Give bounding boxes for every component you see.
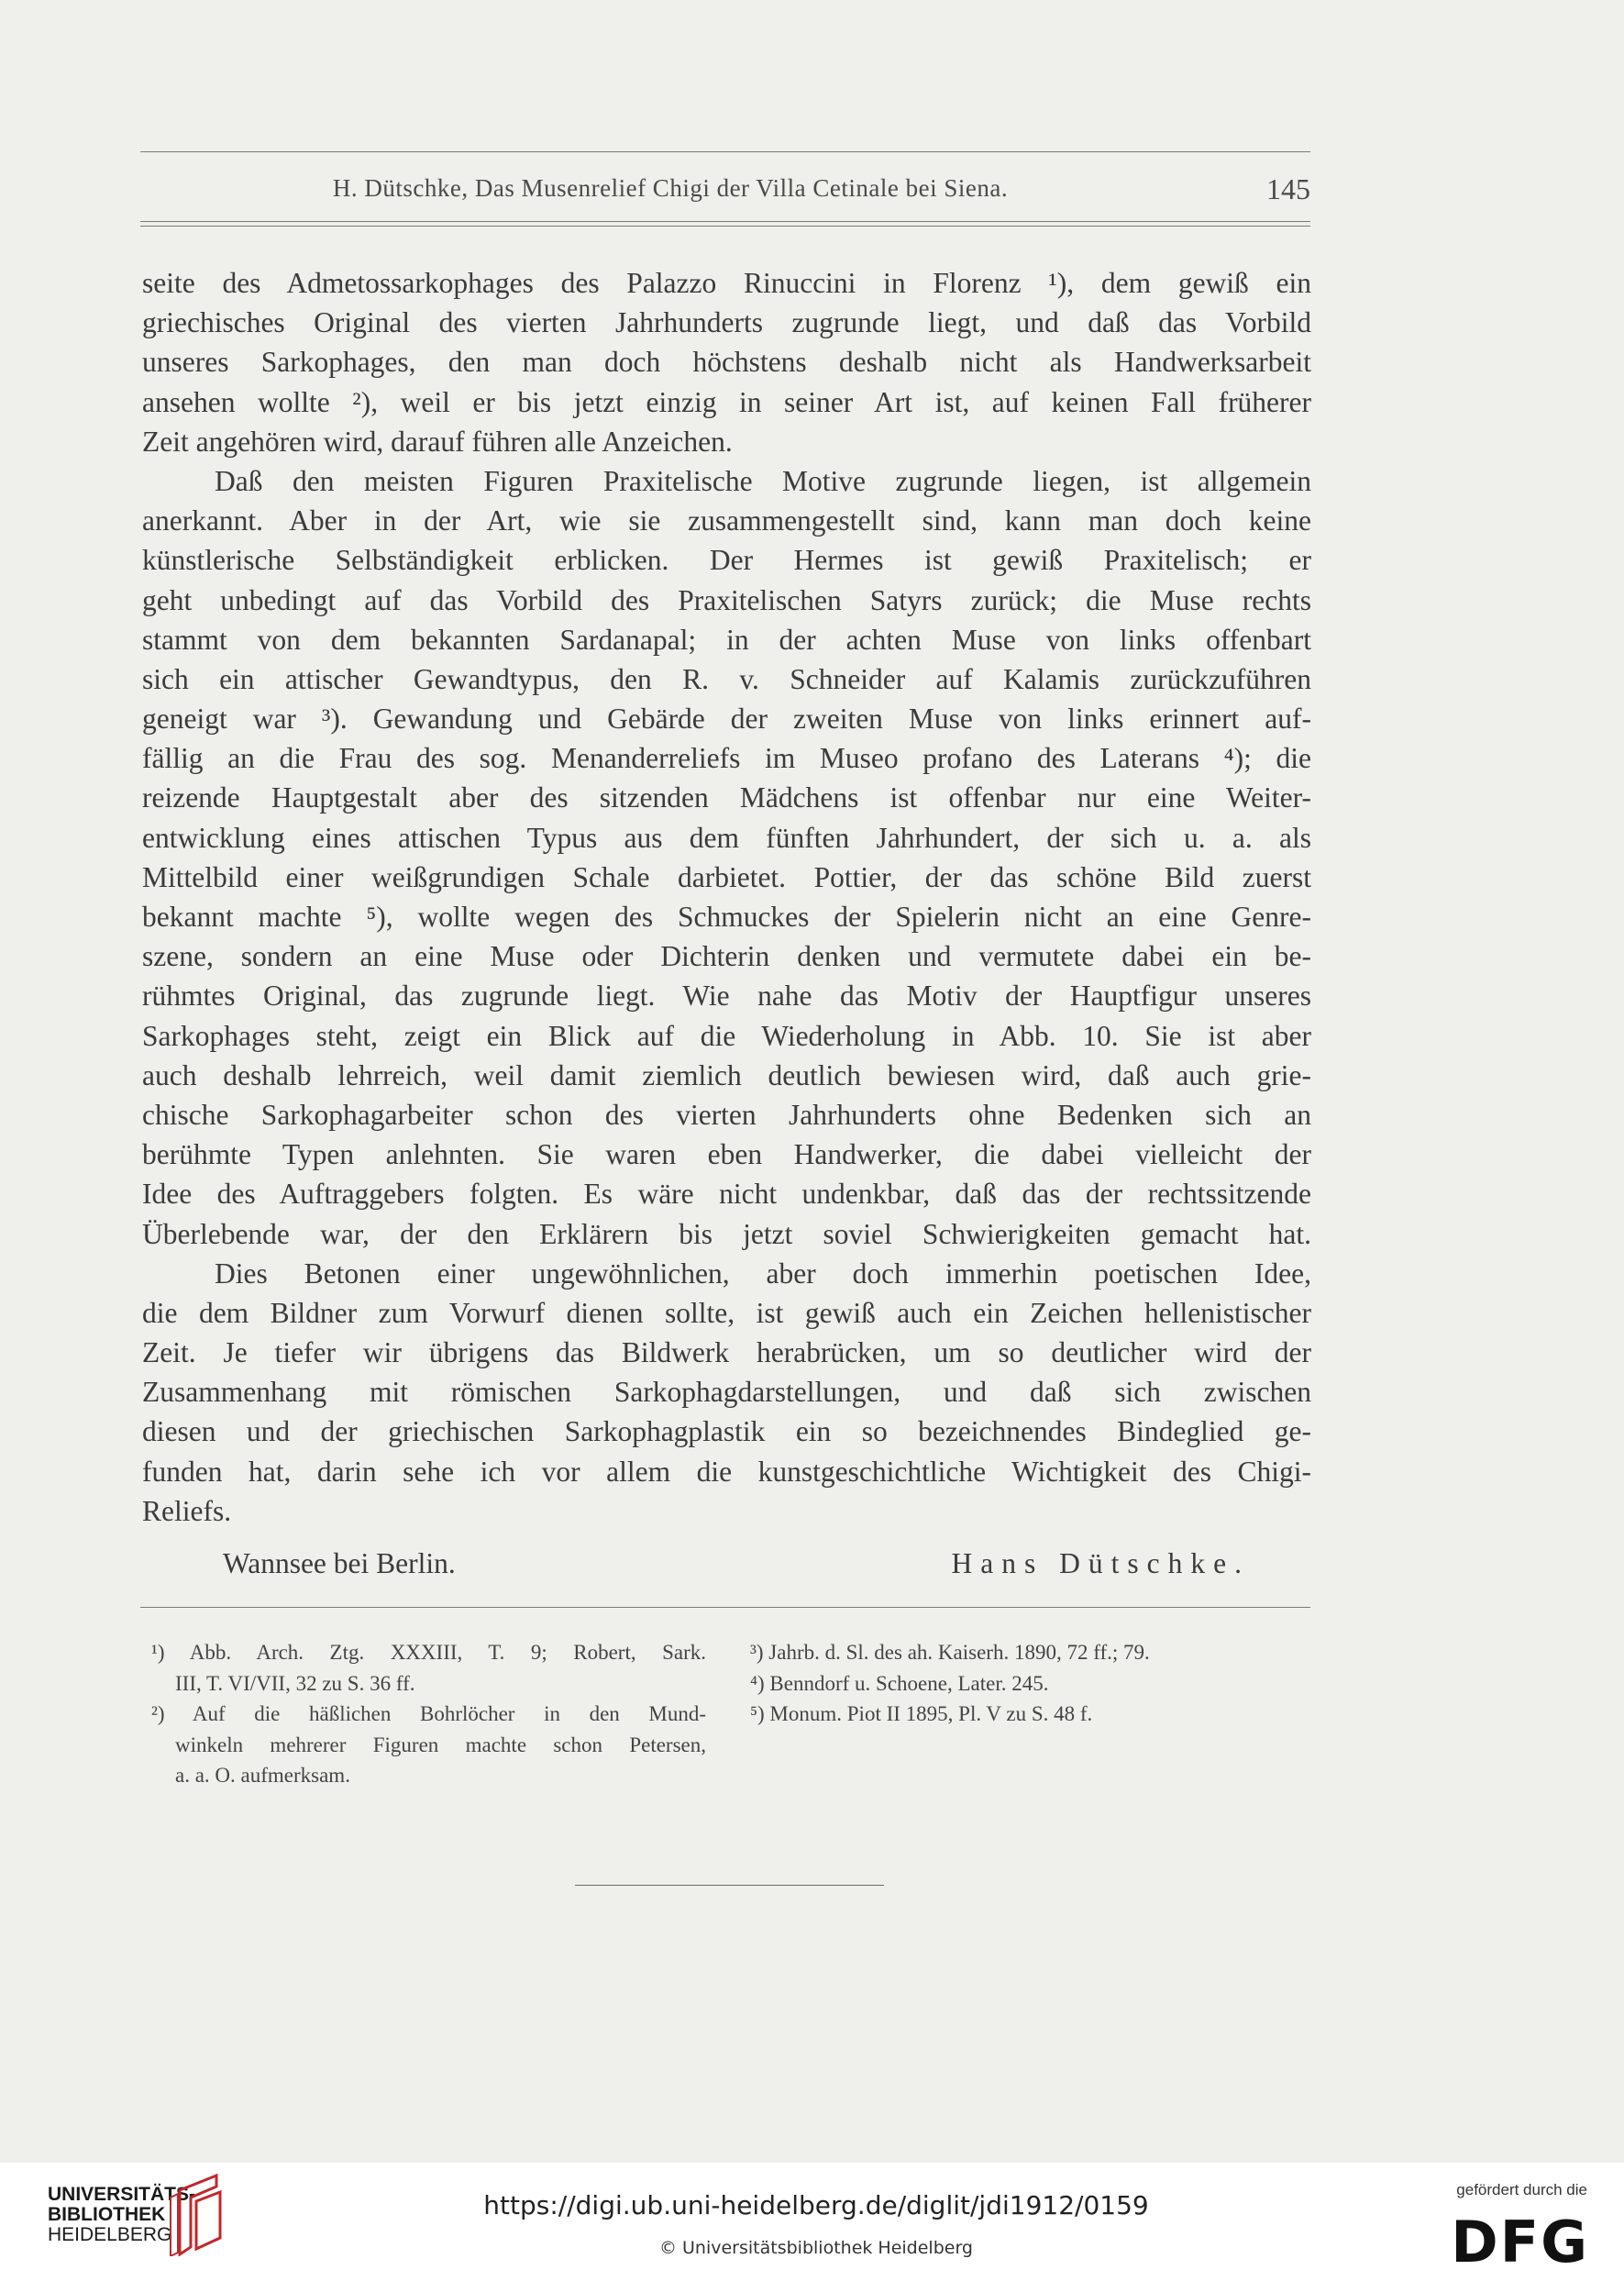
- body-line: Überlebende war, der den Erklärern bis jetzt soviel Schwierigkeiten gemacht hat.: [142, 1217, 1311, 1250]
- footnote-line: winkeln mehrerer Figuren machte schon Petersen,: [175, 1733, 706, 1756]
- signature-place: Wannsee bei Berlin.: [223, 1547, 456, 1579]
- body-line: Zeit. Je tiefer wir übrigens das Bildwerk herabrücken, um so deutlicher wird der: [142, 1336, 1311, 1369]
- body-line: chische Sarkophagarbeiter schon des vierten Jahrhunderts ohne Bedenken sich an: [142, 1098, 1311, 1131]
- footnote-line: ¹) Abb. Arch. Ztg. XXXIII, T. 9; Robert, Sark.: [151, 1641, 706, 1664]
- running-head: [140, 174, 1310, 215]
- body-line: die dem Bildner zum Vorwurf dienen sollte, ist gewiß auch ein Zeichen hellenistischer: [142, 1296, 1311, 1329]
- body-line: berühmte Typen anlehnten. Sie waren eben Handwerker, die dabei vielleicht der: [142, 1138, 1311, 1171]
- library-emblem-icon: [163, 2174, 227, 2256]
- body-line: Dies Betonen einer ungewöhnlichen, aber doch immerhin poetischen Idee,: [215, 1257, 1311, 1290]
- body-line: reizende Hauptgestalt aber des sitzenden Mädchens ist offenbar nur eine Weiter-: [142, 781, 1311, 814]
- body-line: bekannt machte ⁵), wollte wegen des Schmuckes der Spielerin nicht an eine Genre-: [142, 901, 1311, 933]
- dfg-logo[interactable]: DFG: [1451, 2209, 1589, 2275]
- footnote-line: ³) Jahrb. d. Sl. des ah. Kaiserh. 1890, 72 ff.; 79.: [750, 1641, 1150, 1664]
- body-line: Zeit angehören wird, darauf führen alle Anzeichen.: [142, 425, 733, 458]
- body-line: Sarkophages steht, zeigt ein Blick auf die Wiederholung in Abb. 10. Sie ist aber: [142, 1019, 1311, 1052]
- body-line: geneigt war ³). Gewandung und Gebärde der zweiten Muse von links erinnert auf-: [142, 703, 1311, 736]
- library-name-line: HEIDELBERG: [48, 2224, 172, 2245]
- footnote-line: ²) Auf die häßlichen Bohrlöcher in den Mund-: [151, 1702, 706, 1725]
- body-line: diesen und der griechischen Sarkophagplastik ein so bezeichnendes Bindeglied ge-: [142, 1415, 1311, 1448]
- body-text: [142, 263, 1311, 1531]
- body-line: funden hat, darin sehe ich vor allem die kunstgeschichtliche Wichtigkeit des Chigi-: [142, 1455, 1311, 1488]
- footnote-rule: [140, 1607, 1310, 1608]
- footnote-line: a. a. O. aufmerksam.: [175, 1764, 350, 1787]
- footnotes-left: [142, 1637, 706, 1791]
- funding-note: gefördert durch die: [1456, 2181, 1587, 2198]
- footnote-line: III, T. VI/VII, 32 zu S. 36 ff.: [175, 1671, 415, 1695]
- header-bottom-rule-2: [140, 226, 1310, 227]
- body-line: entwicklung eines attischen Typus aus dem fünften Jahrhundert, der sich u. a. als: [142, 821, 1311, 854]
- header-top-rule: [140, 151, 1310, 152]
- body-line: Reliefs.: [142, 1494, 232, 1527]
- body-line: griechisches Original des vierten Jahrhunderts zugrunde liegt, und daß das Vorbild: [142, 306, 1311, 339]
- running-title: H. Dütschke, Das Musenrelief Chigi der Villa Cetinale bei Siena.: [332, 174, 1009, 202]
- body-line: sich ein attischer Gewandtypus, den R. v. Schneider auf Kalamis zurückzuführen: [142, 662, 1311, 695]
- body-line: ansehen wollte ²), weil er bis jetzt einzig in seiner Art ist, auf keinen Fall früherer: [142, 385, 1311, 418]
- signature: [223, 1547, 1250, 1588]
- body-line: anerkannt. Aber in der Art, wie sie zusammengestellt sind, kann man doch keine: [142, 504, 1311, 537]
- body-line: künstlerische Selbständigkeit erblicken. Der Hermes ist gewiß Praxitelisch; er: [142, 544, 1311, 577]
- library-name-line: BIBLIOTHEK: [48, 2204, 166, 2225]
- body-line: auch deshalb lehrreich, weil damit ziemlich deutlich bewiesen wird, daß auch grie-: [142, 1058, 1311, 1091]
- body-line: unseres Sarkophages, den man doch höchstens deshalb nicht als Handwerksarbeit: [142, 346, 1311, 379]
- library-name-line: UNIVERSITÄTS-: [48, 2184, 196, 2205]
- copyright-notice: © Universitätsbibliothek Heidelberg: [658, 2238, 973, 2258]
- footnotes-right: [750, 1637, 1311, 1730]
- body-line: szene, sondern an eine Muse oder Dichterin denken und vermutete dabei ein be-: [142, 940, 1311, 973]
- header-bottom-rule: [140, 221, 1310, 222]
- footnote-line: ⁵) Monum. Piot II 1895, Pl. V zu S. 48 f.: [750, 1702, 1093, 1725]
- permalink-url[interactable]: https://digi.ub.uni-heidelberg.de/diglit/jdi1912/0159: [483, 2190, 1149, 2220]
- page-number: 145: [1266, 172, 1310, 205]
- body-line: Daß den meisten Figuren Praxitelische Motive zugrunde liegen, ist allgemein: [215, 464, 1311, 497]
- body-line: Idee des Auftraggebers folgten. Es wäre nicht undenkbar, daß das der rechtssitzende: [142, 1178, 1311, 1211]
- body-line: Zusammenhang mit römischen Sarkophagdarstellungen, und daß sich zwischen: [142, 1376, 1311, 1409]
- body-line: stammt von dem bekannten Sardanapal; in der achten Muse von links offenbart: [142, 623, 1311, 656]
- body-line: geht unbedingt auf das Vorbild des Praxitelischen Satyrs zurück; die Muse rechts: [142, 583, 1311, 616]
- footnote-line: ⁴) Benndorf u. Schoene, Later. 245.: [750, 1671, 1049, 1695]
- body-line: fällig an die Frau des sog. Menanderreliefs im Museo profano des Laterans ⁴); die: [142, 742, 1311, 775]
- end-rule: [575, 1885, 884, 1886]
- body-line: Mittelbild einer weißgrundigen Schale darbietet. Pottier, der das schöne Bild zuerst: [142, 860, 1311, 893]
- footer-bar: [0, 2163, 1624, 2281]
- body-line: seite des Admetossarkophages des Palazzo Rinuccini in Florenz ¹), dem gewiß ein: [142, 267, 1311, 299]
- signature-author: Hans Dütschke.: [951, 1547, 1250, 1579]
- body-line: rühmtes Original, das zugrunde liegt. Wie nahe das Motiv der Hauptfigur unseres: [142, 980, 1311, 1013]
